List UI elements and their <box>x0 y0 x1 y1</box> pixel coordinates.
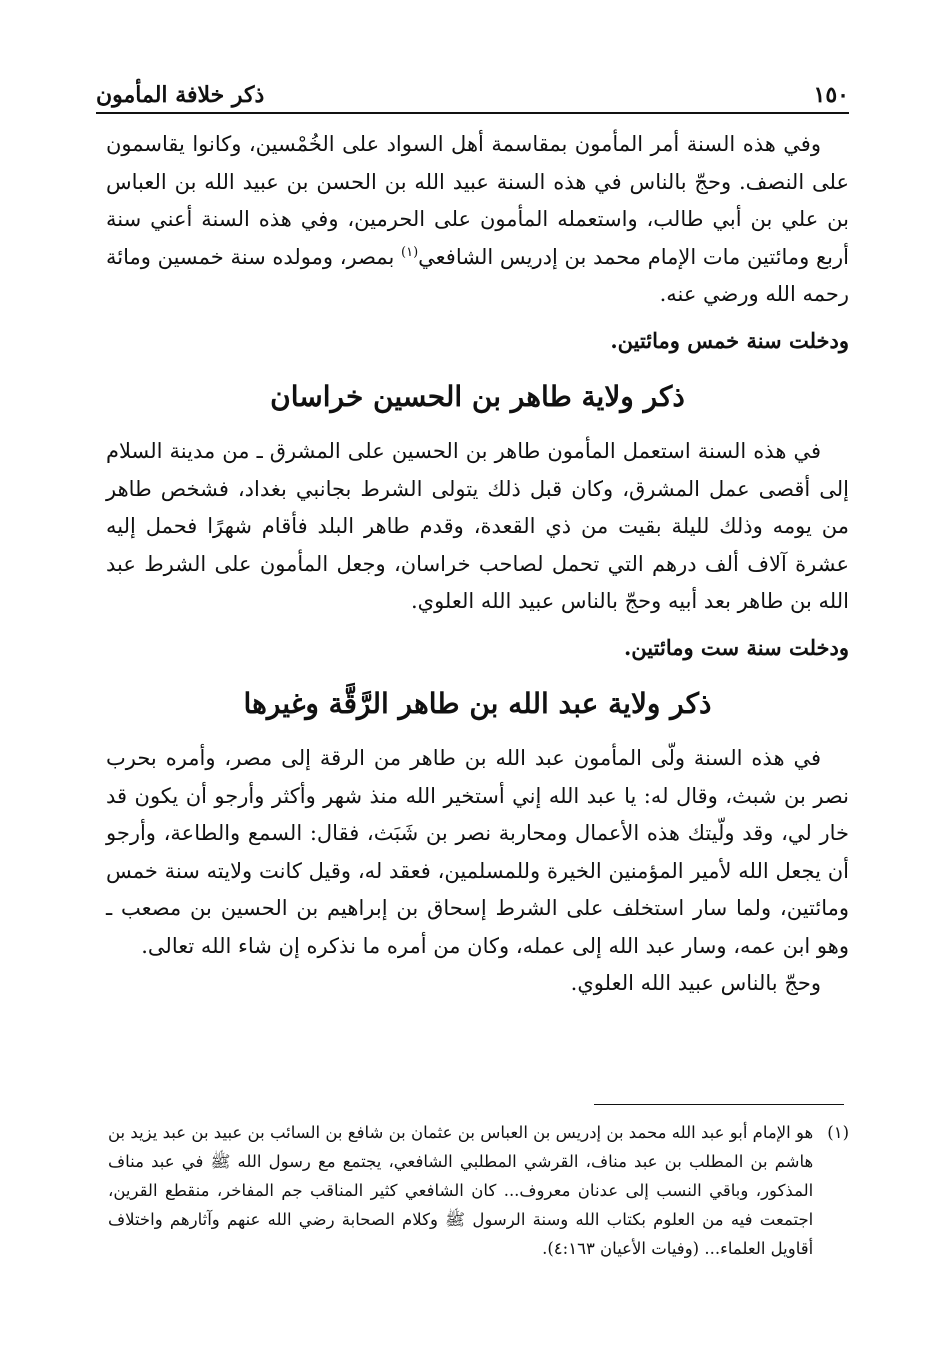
footnote-number: (١) <box>827 1123 849 1142</box>
section-heading-tahir: ذكر ولاية طاهر بن الحسين خراسان <box>270 380 685 413</box>
year-entry-206: ودخلت سنة ست ومائتين. <box>624 634 849 660</box>
running-title: ذكر خلافة المأمون <box>96 82 265 108</box>
paragraph-1-tail: بمصر، ومولده سنة خمسين ومائة رحمه الله ورضي عنه. <box>106 244 849 306</box>
footnote-text: هو الإمام أبو عبد الله محمد بن إدريس بن العباس بن عثمان بن شافع بن السائب بن عبيد بن عبد يزيد بن هاشم بن المطلب بن عبد مناف، القرشي المطلبي الشافعي، يجتمع مع رسول الله ﷺ في عبد مناف المذكور، وباقي النسب إلى عدنان معروف... كان الشافعي كثير المناقب جم المفاخر، منقطع القرين، اجتمعت فيه من العلوم بكتاب الله وسنة الرسول ﷺ وكلام الصحابة رضي الله عنهم وآثارهم واختلاف أقاويل العلماء... (وفيات الأعيان ٤:١٦٣). <box>108 1123 814 1258</box>
paragraph-4: وحجّ بالناس عبيد الله العلوي. <box>570 971 821 995</box>
paragraph-3: في هذه السنة ولّى المأمون عبد الله بن طاهر من الرقة إلى مصر، وأمره بحرب نصر بن شبث، وقال له: يا عبد الله إني أستخير الله منذ شهر وأكثر وأرجو أن يكون قد خار لي، وقد ولّيتك هذه الأعمال ومحاربة نصر بن شَبَث، فقال: السمع والطاعة، وأرجو أن يجعل الله لأمير المؤمنين الخيرة وللمسلمين، فعقد له، وقيل كانت ولايته سنة خمس ومائتين، ولما سار استخلف على الشرط إسحاق بن إبراهيم بن الحسين بن مصعب ـ وهو ابن عمه، وسار عبد الله إلى عمله، وكان من أمره ما نذكره إن شاء الله تعالى. <box>106 746 849 958</box>
main-text <box>106 126 849 1003</box>
page-number: ١٥٠ <box>813 82 849 108</box>
footnote-divider <box>594 1104 844 1105</box>
paragraph-1 <box>106 126 849 314</box>
section-heading-abdallah: ذكر ولاية عبد الله بن طاهر الرَّقَّة وغيرها <box>243 687 712 720</box>
footnote-reference: (١) <box>401 244 419 260</box>
footnote-1 <box>108 1118 849 1263</box>
paragraph-1-text: وفي هذه السنة أمر المأمون بمقاسمة أهل السواد على الخُمْسين، وكانوا يقاسمون على النصف. وحجّ بالناس في هذه السنة عبيد الله بن الحسن بن عبيد الله بن العباس بن علي بن أبي طالب، واستعمله المأمون على الحرمين، وفي هذه السنة أعني سنة أربع ومائتين مات الإمام محمد بن إدريس الشافعي <box>106 132 849 269</box>
paragraph-2: في هذه السنة استعمل المأمون طاهر بن الحسين على المشرق ـ من مدينة السلام إلى أقصى عمل المشرق، وكان قبل ذلك يتولى الشرط بجانبي بغداد، فشخص طاهر من يومه وذلك لليلة بقيت من ذي القعدة، وقدم طاهر البلد فأقام شهرًا فحمل إليه عشرة آلاف ألف درهم التي تحمل لصاحب خراسان، وجعل المأمون على الشرط عبد الله بن طاهر بعد أبيه وحجّ بالناس عبيد الله العلوي. <box>106 439 849 613</box>
running-header <box>96 76 849 114</box>
year-entry-205: ودخلت سنة خمس ومائتين. <box>610 327 849 353</box>
footnotes <box>108 1118 849 1263</box>
